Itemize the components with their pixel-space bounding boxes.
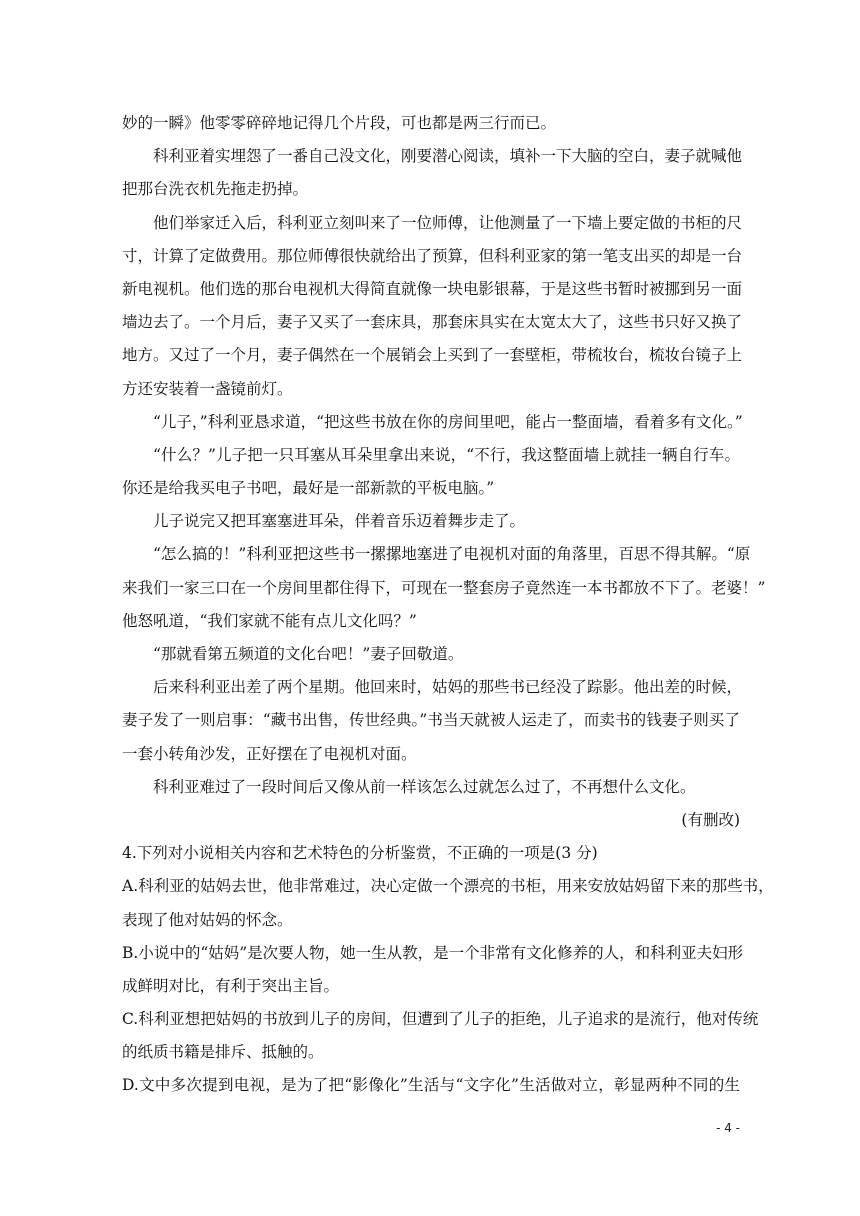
paragraph-line: 儿子说完又把耳塞塞进耳朵，伴着音乐迈着舞步走了。	[153, 512, 526, 531]
option-d-line: D.文中多次提到电视，是为了把“影像化”生活与“文字化”生活做对立，彰显两种不同的生	[122, 1076, 740, 1095]
option-c-line: 的纸质书籍是排斥、抵触的。	[122, 1043, 324, 1062]
paragraph-line: 科利亚着实埋怨了一番自己没文化，刚要潜心阅读，填补一下大脑的空白，妻子就喊他	[153, 147, 743, 166]
paragraph-line: 方还安装着一盏镜前灯。	[122, 379, 293, 398]
paragraph-line: “怎么搞的！”科利亚把这些书一摞摞地塞进了电视机对面的角落里，百思不得其解。“原	[153, 545, 751, 564]
paragraph-line: 墙边去了。一个月后，妻子又买了一套床具，那套床具实在太宽太大了，这些书只好又换了	[122, 313, 743, 332]
story-text	[122, 107, 766, 837]
question-4	[122, 837, 774, 1103]
option-b-line: B.小说中的“姑妈”是次要人物，她一生从教，是一个非常有文化修养的人，和科利亚夫妇形	[122, 943, 744, 962]
paragraph-line: 妻子发了一则启事：“藏书出售，传世经典。”书当天就被人运走了，而卖书的钱妻子则买了	[122, 711, 740, 730]
paragraph-line: 寸，计算了定做费用。那位师傅很快就给出了预算，但科利亚家的第一笔支出买的却是一台	[122, 246, 743, 265]
paragraph-line: 把那台洗衣机先拖走扔掉。	[122, 180, 309, 199]
question-stem: 4.下列对小说相关内容和艺术特色的分析鉴赏，不正确的一项是(3 分)	[122, 844, 598, 863]
paragraph-line: 新电视机。他们选的那台电视机大得简直就像一块电影银幕，于是这些书暂时被挪到另一面	[122, 279, 743, 298]
paragraph-line: 他们举家迁入后，科利亚立刻叫来了一位师傅，让他测量了一下墙上要定做的书柜的尺	[153, 213, 743, 232]
option-c-line: C.科利亚想把姑妈的书放到儿子的房间，但遭到了儿子的拒绝，儿子追求的是流行，他对传统	[122, 1010, 759, 1029]
paragraph-line: 你还是给我买电子书吧，最好是一部新款的平板电脑。”	[122, 479, 495, 498]
paragraph-line: 妙的一瞬》他零零碎碎地记得几个片段，可也都是两三行而已。	[122, 114, 557, 132]
paragraph-line: “儿子，”科利亚恳求道，“把这些书放在你的房间里吧，能占一整面墙，看着多有文化。”	[153, 412, 743, 431]
paragraph-line: 科利亚难过了一段时间后又像从前一样该怎么过就怎么过了，不再想什么文化。	[153, 777, 696, 796]
paragraph-line: “那就看第五频道的文化台吧！”妻子回敬道。	[153, 645, 464, 663]
page-number: - 4 -	[716, 1121, 740, 1135]
paragraph-line: 来我们一家三口在一个房间里都住得下，可现在一整套房子竟然连一本书都放不下了。老婆！”	[122, 578, 766, 597]
paragraph-line: 地方。又过了一个月，妻子偶然在一个展销会上买到了一套壁柜，带梳妆台，梳妆台镜子上	[122, 346, 743, 365]
paragraph-line: 一套小转角沙发，正好摆在了电视机对面。	[122, 744, 417, 763]
paragraph-line: 后来科利亚出差了两个星期。他回来时，姑妈的那些书已经没了踪影。他出差的时候，	[153, 678, 743, 697]
option-b-line: 成鲜明对比，有利于突出主旨。	[122, 976, 340, 995]
option-a-line: A.科利亚的姑妈去世，他非常难过，决心定做一个漂亮的书柜，用来安放姑妈留下来的那些书，	[122, 877, 774, 896]
paragraph-line: “什么？”儿子把一只耳塞从耳朵里拿出来说，“不行，我这整面墙上就挂一辆自行车。	[153, 445, 740, 464]
paragraph-line: 他怒吼道，“我们家就不能有点儿文化吗？”	[122, 611, 417, 630]
option-a-line: 表现了他对姑妈的怀念。	[122, 910, 293, 929]
source-note: (有删改)	[681, 810, 740, 829]
document-page	[122, 107, 774, 1103]
